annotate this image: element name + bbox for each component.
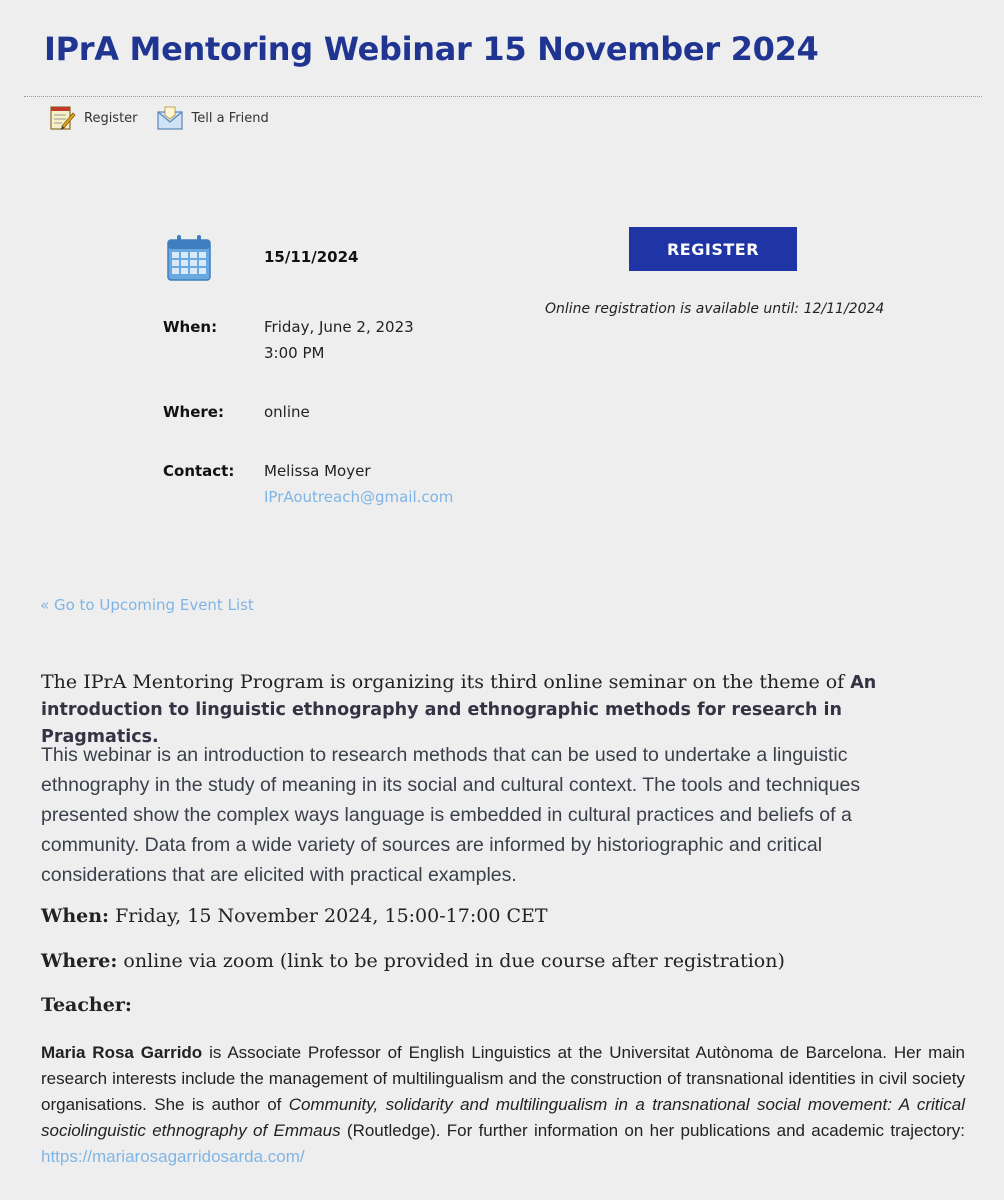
register-tool-label: Register: [84, 110, 138, 126]
when-label: When:: [163, 318, 218, 336]
description-paragraph: This webinar is an introduction to research methods that can be used to undertake a linguistic ethnography in the study of meaning in its social and cultural context. The tools and techniques presented show the complex ways language is embedded in cultural practices and beliefs of a community. Data from a wide variety of sources are informed by historiographic and critical considerations that are elicited with practical examples.: [41, 744, 861, 886]
contact-email-link[interactable]: IPrAoutreach@gmail.com: [264, 488, 454, 506]
when-time: 3:00 PM: [264, 344, 325, 362]
bio-part1: is Associate Professor of English Linguistics at the Universitat Autònoma de Barcelona. Her main research interests include the management of multilingualism and the construction of transnational identities in civil society organisations. She is author of: [41, 1043, 966, 1114]
session-where: [41, 950, 785, 972]
register-button[interactable]: REGISTER: [629, 227, 797, 271]
intro-text: The IPrA Mentoring Program is organizing its third online seminar on the theme of: [41, 671, 851, 693]
registration-deadline-note: Online registration is available until: 12/11/2024: [545, 301, 885, 317]
contact-label: Contact:: [163, 462, 235, 480]
event-toolbar: [48, 104, 287, 132]
teacher-heading: [41, 994, 132, 1016]
session-where-label: Where:: [41, 950, 118, 972]
session-when: [41, 905, 548, 927]
title-divider: [24, 96, 982, 97]
contact-value: [264, 458, 453, 510]
intro-paragraph: [41, 669, 941, 750]
register-tool-link[interactable]: [48, 104, 138, 132]
register-notepad-icon: [48, 104, 76, 132]
where-label: Where:: [163, 403, 224, 421]
bio-name: Maria Rosa Garrido: [41, 1043, 203, 1062]
session-when-label: When:: [41, 905, 110, 927]
envelope-icon: [156, 104, 184, 132]
when-value: [264, 314, 414, 366]
tell-friend-link[interactable]: [156, 104, 269, 132]
back-to-events-link[interactable]: « Go to Upcoming Event List: [40, 596, 254, 614]
session-where-value: online via zoom (link to be provided in due course after registration): [117, 950, 785, 972]
when-date: Friday, June 2, 2023: [264, 318, 414, 336]
tell-friend-label: Tell a Friend: [191, 110, 269, 126]
contact-name: Melissa Moyer: [264, 462, 371, 480]
teacher-label: Teacher:: [41, 994, 132, 1016]
bio-part2: (Routledge). For further information on her publications and academic trajectory:: [340, 1121, 965, 1140]
page-title: IPrA Mentoring Webinar 15 November 2024: [44, 30, 819, 68]
teacher-bio: [41, 1040, 965, 1170]
session-when-value: Friday, 15 November 2024, 15:00-17:00 CET: [109, 905, 548, 927]
intro-theme: An introduction to linguistic ethnography and ethnographic methods for research in Pragmatics.: [41, 673, 877, 747]
event-date: 15/11/2024: [264, 248, 359, 266]
bio-book-title: Community, solidarity and multilingualism in a transnational social movement: A critical sociolinguistic ethnography of Emmaus: [41, 1095, 965, 1140]
bio-website-link[interactable]: https://mariarosagarridosarda.com/: [41, 1147, 305, 1166]
where-value: online: [264, 403, 310, 421]
calendar-icon: [166, 234, 212, 282]
